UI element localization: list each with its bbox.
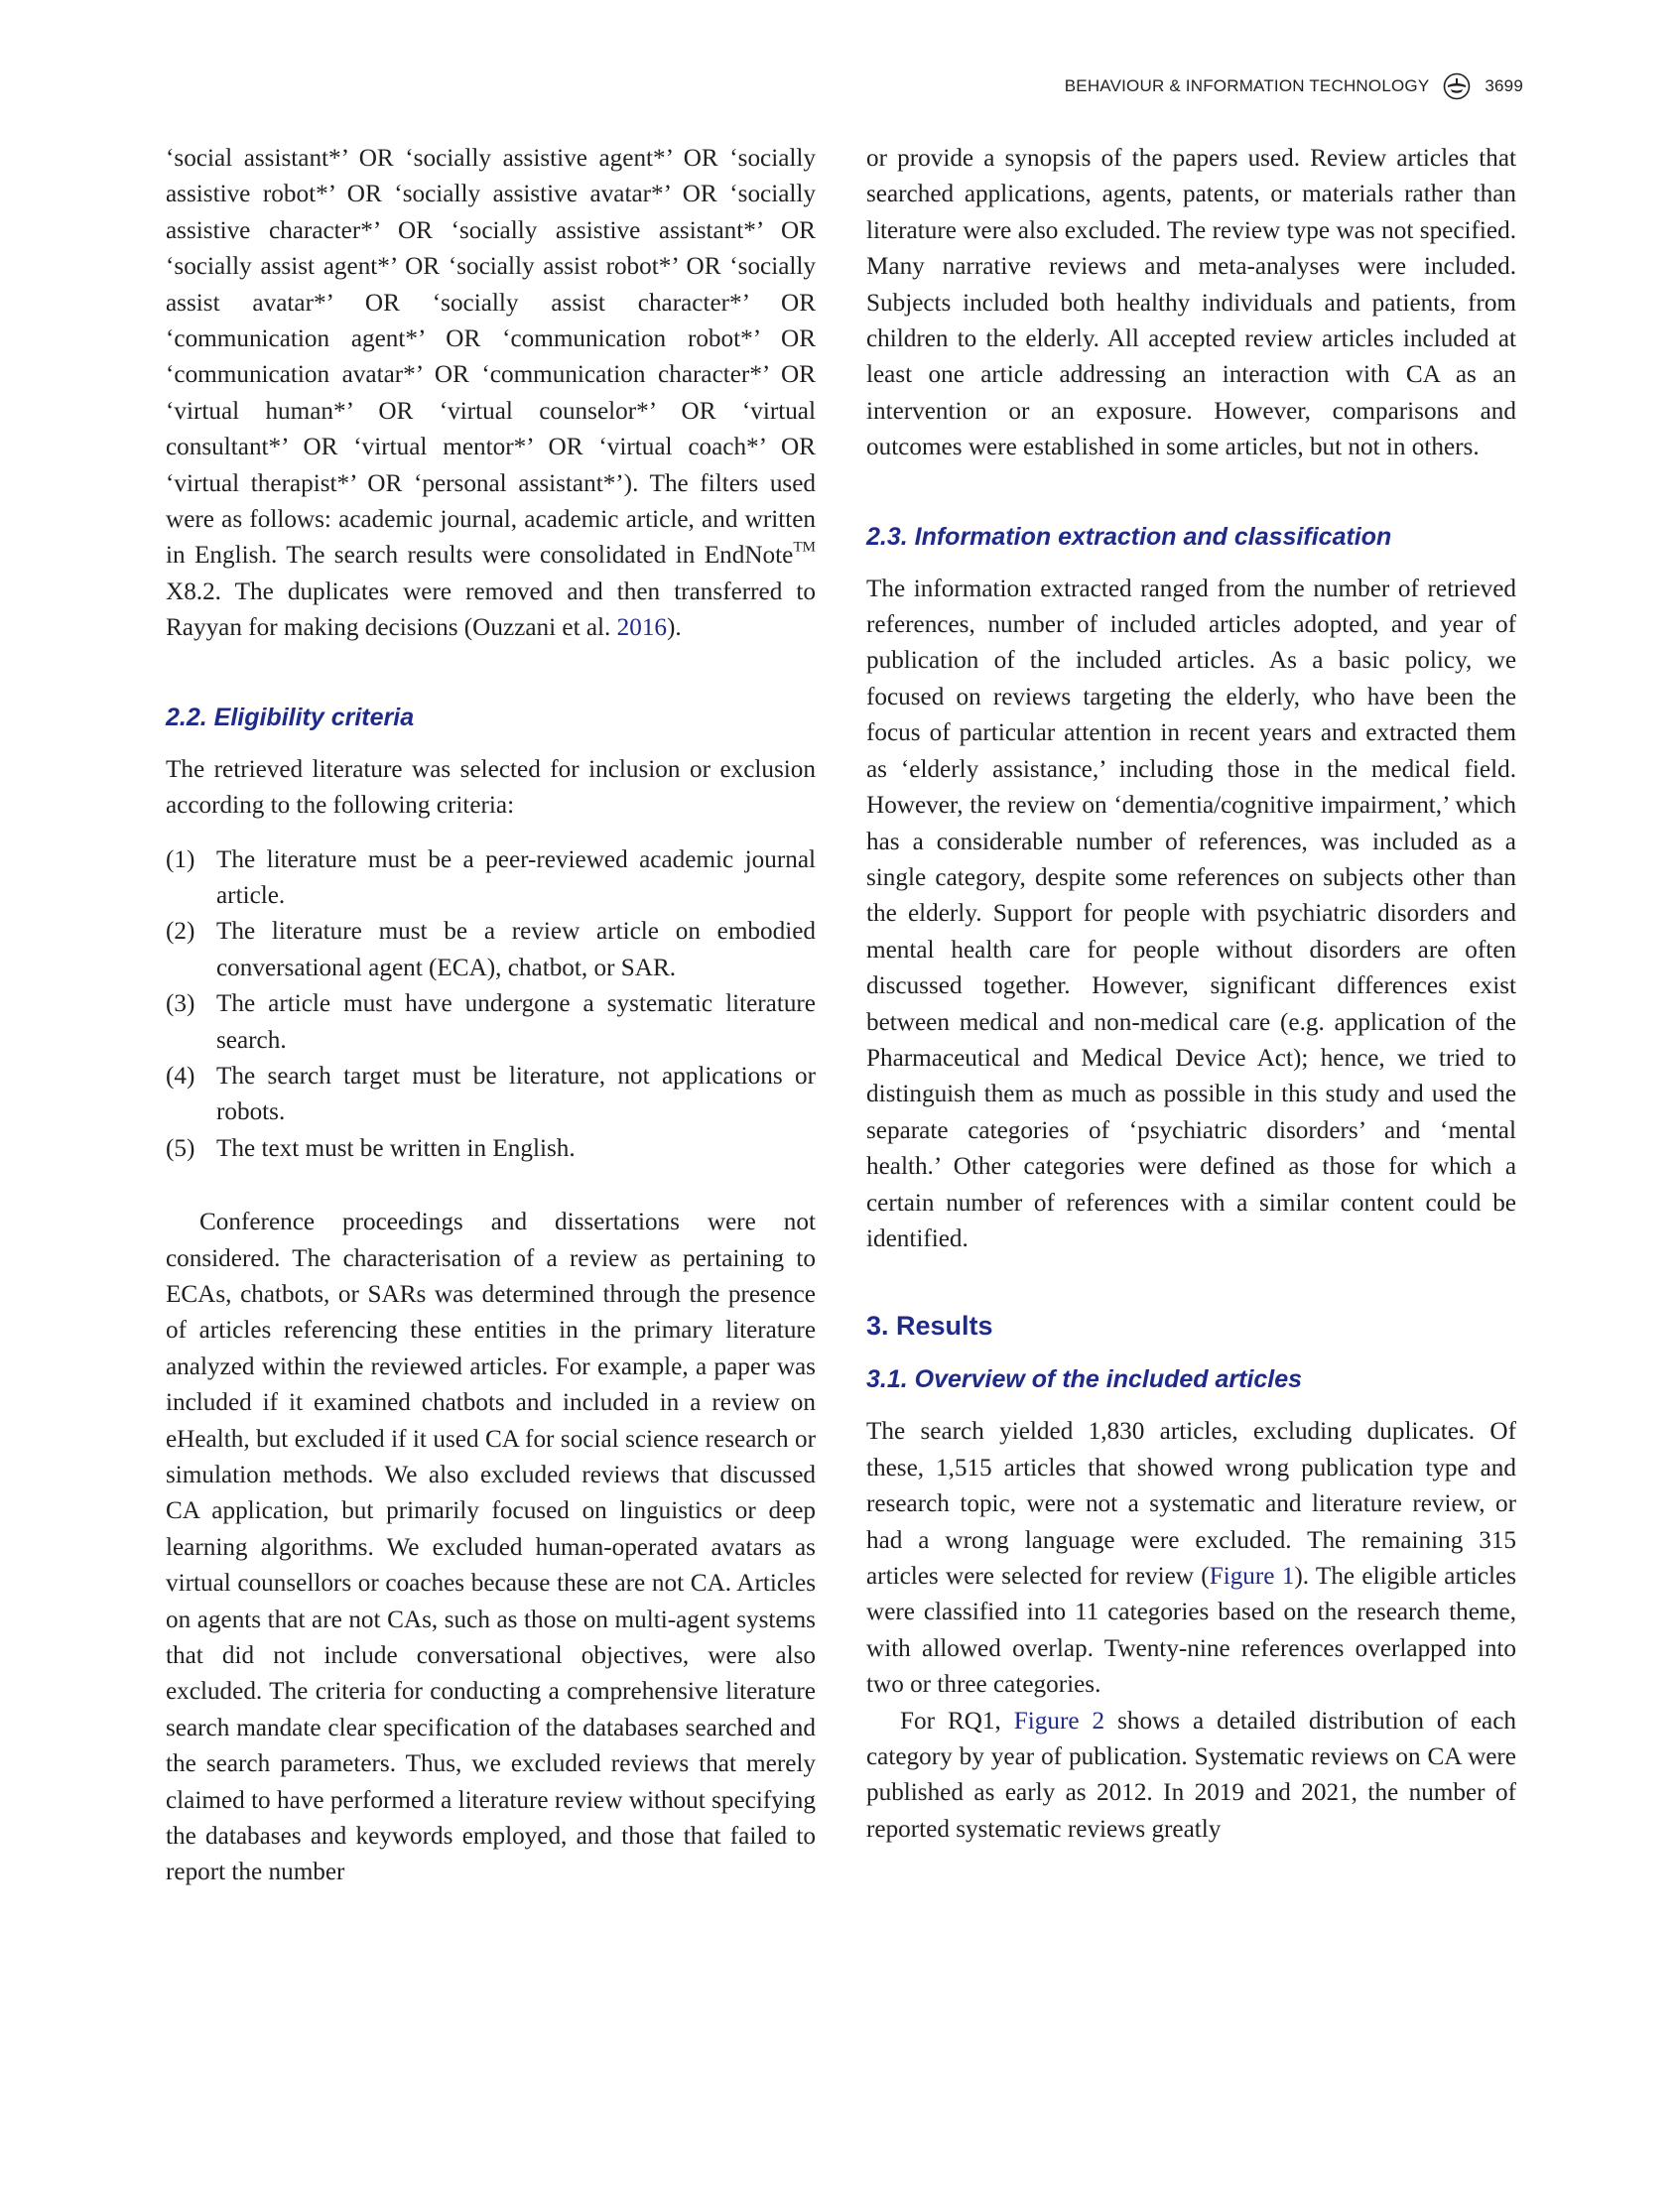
eligibility-intro-paragraph: The retrieved literature was selected for inclusion or exclusion according to the following criteria: — [166, 755, 816, 820]
criteria-item: (4) The search target must be literature, not applications or robots. — [166, 1062, 816, 1126]
taylor-francis-logo-icon — [1443, 72, 1471, 100]
information-extraction-paragraph: The information extracted ranged from the number of retrieved references, number of included articles adopted, and year of publication of the included articles. As a basic policy, we focused on reviews targeting the elderly, who have been the focus of particular attention in recent years and extracted them as ‘elderly assistance,’ including those in the medical field. However, the review on ‘dementia/cognitive impairment,’ which has a considerable number of references, was included as a single category, despite some references on subjects other than the elderly. Support for people with psychiatric disorders and mental health care for people without disorders are often discussed together. However, significant differences exist between medical and non-medical care (e.g. application of the Pharmaceutical and Medical Device Act); hence, we tried to distinguish them as much as possible in this study and used the separate categories of ‘psychiatric disorders’ and ‘mental health.’ Other categories were defined as those for which a certain number of references with a similar content could be identified. — [866, 575, 1516, 1252]
overview-paragraph: The search yielded 1,830 articles, excluding duplicates. Of these, 1,515 articles that showed wrong publication type and research topic, were not a systematic and literature review, or had a wrong language were excluded. The remaining 315 articles were selected for review (Figure 1). The eligible articles were classified into 11 categories based on the research theme, with allowed overlap. Twenty-nine references overlapped into two or three categories. — [866, 1418, 1516, 1699]
criteria-item: (1) The literature must be a peer-reviewed academic journal article. — [166, 845, 816, 909]
information-extraction-heading: 2.3. Information extraction and classification — [866, 522, 1392, 551]
overview-heading: 3.1. Overview of the included articles — [866, 1365, 1303, 1394]
right-column — [866, 141, 1516, 1848]
criteria-item: (5) The text must be written in English. — [166, 1134, 576, 1162]
results-heading: 3. Results — [866, 1311, 993, 1342]
figure-2-link[interactable]: Figure 2 — [1013, 1707, 1105, 1735]
continued-paragraph: or provide a synopsis of the papers used. Review articles that searched applications, agents, patents, or materials rather than literature were also excluded. The review type was not specified. Many narrative reviews and meta-analyses were included. Subjects included both healthy individuals and patients, from children to the elderly. All accepted review articles included at least one article addressing an interaction with CA as an intervention or an exposure. However, comparisons and outcomes were established in some articles, but not in others. — [866, 145, 1516, 461]
eligibility-criteria-heading: 2.2. Eligibility criteria — [166, 703, 415, 731]
criteria-item: (2) The literature must be a review article on embodied conversational agent (ECA), chatbot, or SAR. — [166, 918, 816, 981]
criteria-list — [166, 842, 816, 1168]
rq1-paragraph: For RQ1, Figure 2 shows a detailed distribution of each category by year of publication. Systematic reviews on CA were published as early as 2012. In 2019 and 2021, the number of reported systematic reviews greatly — [866, 1707, 1516, 1843]
search-terms-paragraph: ‘social assistant*’ OR ‘socially assistive agent*’ OR ‘socially assistive robot*’ OR ‘socially assistive avatar*’ OR ‘socially assistive character*’ OR ‘socially assistive assistant*’ OR ‘socially assist agent*’ OR ‘socially assist robot*’ OR ‘socially assist avatar*’ OR ‘socially assist character*’ OR ‘communication agent*’ OR ‘communication robot*’ OR ‘communication avatar*’ OR ‘communication character*’ OR ‘virtual human*’ OR ‘virtual counselor*’ OR ‘virtual consultant*’ OR ‘virtual mentor*’ OR ‘virtual coach*’ OR ‘virtual therapist*’ OR ‘personal assistant*’). The filters used were as follows: academic journal, academic article, and written in English. The search results were consolidated in EndNote™ X8.2. The duplicates were removed and then transferred to Rayyan for making decisions (Ouzzani et al. 2016). — [166, 145, 816, 642]
figure-1-link[interactable]: Figure 1 — [1209, 1563, 1295, 1590]
citation-link[interactable]: 2016 — [616, 614, 668, 642]
conference-proceedings-paragraph: Conference proceedings and dissertations were not considered. The characterisation of a review as pertaining to ECAs, chatbots, or SARs was determined through the presence of articles referencing these entities in the primary literature analyzed within the reviewed articles. For example, a paper was included if it examined chatbots and included in a review on eHealth, but excluded if it used CA for social science research or simulation methods. We also excluded reviews that discussed CA application, but primarily focused on linguistics or deep learning algorithms. We excluded human-operated avatars as virtual counsellors or coaches because these are not CA. Articles on agents that are not CAs, such as those on multi-agent systems that did not include conversational objectives, were also excluded. The criteria for conducting a comprehensive literature search mandate clear specification of the databases searched and the search parameters. Thus, we excluded reviews that merely claimed to have performed a literature review without specifying the databases and keywords employed, and those that failed to report the number — [166, 1209, 816, 1886]
running-head — [1065, 72, 1523, 100]
journal-title: BEHAVIOUR & INFORMATION TECHNOLOGY — [1064, 76, 1430, 95]
left-column — [166, 141, 816, 1891]
page-number: 3699 — [1485, 76, 1523, 95]
criteria-item: (3) The article must have undergone a systematic literature search. — [166, 990, 816, 1054]
trademark-superscript: TM — [793, 540, 816, 557]
